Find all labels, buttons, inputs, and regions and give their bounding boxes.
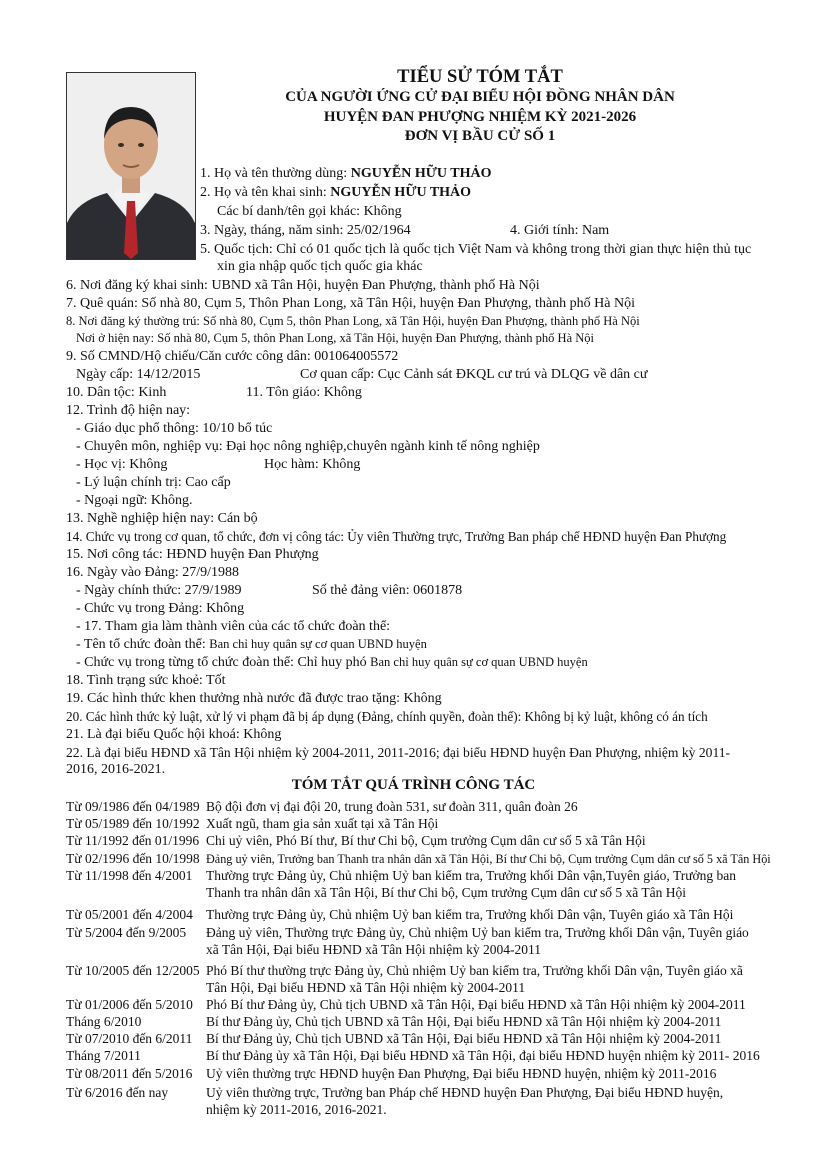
field-nationality: 5. Quốc tịch: Chỉ có 01 quốc tịch là quốc tịch Việt Nam và không trong thời gian thực hiện thủ tục <box>200 242 752 257</box>
field-organization-role <box>76 654 588 671</box>
field-permanent-residence: 8. Nơi đăng ký thường trú: Số nhà 80, Cụm 5, thôn Phan Long, xã Tân Hội, huyện Đan Phượng, thành phố Hà Nội <box>66 314 640 328</box>
field-gender: 4. Giới tính: Nam <box>510 223 610 238</box>
document-title: TIỂU SỬ TÓM TẮT <box>397 67 563 87</box>
field-value: NGUYỄN HỮU THẢO <box>330 185 472 200</box>
field-party-official-date: - Ngày chính thức: 27/9/1989 <box>76 583 242 598</box>
field-workplace: 15. Nơi công tác: HĐND huyện Đan Phượng <box>66 547 319 562</box>
field-health: 18. Tình trạng sức khoẻ: Tốt <box>66 673 226 688</box>
field-degree: - Học vị: Không <box>76 457 168 472</box>
history-description: Bí thư Đảng ủy xã Tân Hội, Đại biểu HĐND xã Tân Hội, đại biểu HĐND huyện nhiệm kỳ 2011- 2016 <box>206 1048 760 1063</box>
field-birth-name <box>200 184 471 201</box>
field-general-education: - Giáo dục phổ thông: 10/10 bổ túc <box>76 421 273 436</box>
history-period: Từ 08/2011 đến 5/2016 <box>66 1066 193 1081</box>
history-description: Phó Bí thư thường trực Đảng ủy, Chủ nhiệm Uỷ ban kiểm tra, Trưởng khối Dân vận, Tuyên giáo xã <box>206 963 743 978</box>
history-period: Từ 11/1998 đến 4/2001 <box>66 868 193 883</box>
field-national-assembly: 21. Là đại biểu Quốc hội khoá: Không <box>66 727 282 742</box>
history-description: Đảng uỷ viên, Trưởng ban Thanh tra nhân dân xã Tân Hội, Bí thư Chi bộ, Cụm trưởng Cụm dân cư số 5 xã Tân Hội <box>206 852 771 866</box>
field-council-delegate-cont: 2016, 2016-2021. <box>66 762 166 777</box>
field-current-address: Nơi ở hiện nay: Số nhà 80, Cụm 5, thôn Phan Long, xã Tân Hội, huyện Đan Phượng, thành phố Hà Nội <box>76 331 594 345</box>
field-specialization: - Chuyên môn, nghiệp vụ: Đại học nông nghiệp,chuyên ngành kinh tế nông nghiệp <box>76 439 540 454</box>
work-history-heading: TÓM TẮT QUÁ TRÌNH CÔNG TÁC <box>291 777 536 793</box>
history-period: Từ 02/1996 đến 10/1998 <box>66 851 200 866</box>
field-label: - Tên tổ chức đoàn thể: <box>76 637 210 652</box>
field-id-number: 9. Số CMND/Hộ chiếu/Căn cước công dân: 001064005572 <box>66 349 399 364</box>
subtitle-line-3: ĐƠN VỊ BẦU CỬ SỐ 1 <box>404 128 556 144</box>
field-political-theory: - Lý luận chính trị: Cao cấp <box>76 475 231 490</box>
history-description: Thường trực Đảng ủy, Chủ nhiệm Uỷ ban kiểm tra, Trưởng khối Dân vận,Tuyên giáo, Trưởng ban <box>206 868 737 883</box>
history-description: Uỷ viên thường trực HĐND huyện Đan Phượng, Đại biểu HĐND huyện, nhiệm kỳ 2011-2016 <box>206 1066 717 1081</box>
field-id-issuer: Cơ quan cấp: Cục Cảnh sát ĐKQL cư trú và DLQG về dân cư <box>300 367 648 382</box>
field-label: - Chức vụ trong từng tổ chức đoàn thể: Chỉ huy phó <box>76 655 371 670</box>
field-ethnicity: 10. Dân tộc: Kinh <box>66 385 167 400</box>
history-description: Thường trực Đảng ủy, Chủ nhiệm Uỷ ban kiểm tra, Trưởng khối Dân vận, Tuyên giáo xã Tân Hội <box>206 907 734 922</box>
field-party-role: - Chức vụ trong Đảng: Không <box>76 601 245 616</box>
field-position: 14. Chức vụ trong cơ quan, tổ chức, đơn vị công tác: Ủy viên Thường trực, Trưởng Ban pháp chế HĐND huyện Đan Phượng <box>66 529 727 544</box>
history-description: Bộ đội đơn vị đại đội 20, trung đoàn 531, sư đoàn 311, quân đoàn 26 <box>206 799 578 814</box>
subtitle-line-2: HUYỆN ĐAN PHƯỢNG NHIỆM KỲ 2021-2026 <box>323 108 637 125</box>
field-organization-name <box>76 636 427 653</box>
history-description: xã Tân Hội, Đại biểu HĐND xã Tân Hội nhiệm kỳ 2004-2011 <box>206 942 541 957</box>
history-description: nhiệm kỳ 2011-2016, 2016-2021. <box>206 1102 387 1117</box>
history-period: Từ 05/1989 đến 10/1992 <box>66 816 200 831</box>
field-id-date: Ngày cấp: 14/12/2015 <box>76 367 201 382</box>
history-period: Từ 09/1986 đến 04/1989 <box>66 799 200 814</box>
field-common-name <box>200 165 492 182</box>
field-alias: Các bí danh/tên gọi khác: Không <box>217 204 402 219</box>
history-description: Chi uỷ viên, Phó Bí thư, Bí thư Chi bộ, Cụm trưởng Cụm dân cư số 5 xã Tân Hội <box>206 833 646 848</box>
history-description: Uỷ viên thường trực, Trưởng ban Pháp chế HĐND huyện Đan Phượng, Đại biểu HĐND huyện, <box>206 1085 724 1100</box>
field-dob: 3. Ngày, tháng, năm sinh: 25/02/1964 <box>200 223 411 238</box>
history-description: Phó Bí thư Đảng ủy, Chủ tịch UBND xã Tân Hội, Đại biểu HĐND xã Tân Hội nhiệm kỳ 2004-2011 <box>206 997 746 1012</box>
subtitle-line-1: CỦA NGƯỜI ỨNG CỬ ĐẠI BIỂU HỘI ĐỒNG NHÂN DÂN <box>285 89 675 105</box>
history-period: Từ 07/2010 đến 6/2011 <box>66 1031 193 1046</box>
history-description: Thanh tra nhân dân xã Tân Hội, Bí thư Chi bộ, Cụm trưởng Cụm dân cư số 5 xã Tân Hội <box>206 885 687 900</box>
portrait-photo <box>66 72 196 260</box>
field-value: Ban chỉ huy quân sự cơ quan UBND huyện <box>370 655 588 669</box>
field-value: NGUYỄN HỮU THẢO <box>350 166 492 181</box>
field-education-heading: 12. Trình độ hiện nay: <box>66 403 191 418</box>
title-block <box>200 66 760 147</box>
field-party-card: Số thẻ đảng viên: 0601878 <box>312 583 463 598</box>
field-birth-registration: 6. Nơi đăng ký khai sinh: UBND xã Tân Hội, huyện Đan Phượng, thành phố Hà Nội <box>66 278 540 293</box>
history-description: Tân Hội, Đại biểu HĐND xã Tân Hội nhiệm kỳ 2004-2011 <box>206 980 526 995</box>
field-label: 2. Họ và tên khai sinh: <box>200 185 331 200</box>
history-period: Từ 05/2001 đến 4/2004 <box>66 907 193 922</box>
history-description: Đảng uỷ viên, Thường trực Đảng ủy, Chủ nhiệm Uỷ ban kiểm tra, Trưởng khối Dân vận, Tuyên giáo <box>206 925 749 940</box>
history-period: Từ 6/2016 đến nay <box>66 1085 169 1100</box>
field-party-join-date: 16. Ngày vào Đảng: 27/9/1988 <box>66 565 240 580</box>
field-value: Ban chỉ huy quân sự cơ quan UBND huyện <box>209 637 427 651</box>
field-label: 1. Họ và tên thường dùng: <box>200 166 351 181</box>
history-period: Từ 5/2004 đến 9/2005 <box>66 925 187 940</box>
history-description: Bí thư Đảng ủy, Chủ tịch UBND xã Tân Hội, Đại biểu HĐND xã Tân Hội nhiệm kỳ 2004-2011 <box>206 1031 722 1046</box>
history-period: Tháng 7/2011 <box>66 1048 141 1063</box>
history-period: Từ 11/1992 đến 01/1996 <box>66 833 200 848</box>
history-period: Tháng 6/2010 <box>66 1014 142 1029</box>
field-academic-title: Học hàm: Không <box>264 457 361 472</box>
field-religion: 11. Tôn giáo: Không <box>246 385 362 400</box>
history-description: Bí thư Đảng ủy, Chủ tịch UBND xã Tân Hội, Đại biểu HĐND xã Tân Hội nhiệm kỳ 2004-2011 <box>206 1014 722 1029</box>
history-period: Từ 01/2006 đến 5/2010 <box>66 997 193 1012</box>
field-discipline: 20. Các hình thức kỷ luật, xử lý vi phạm đã bị áp dụng (Đảng, chính quyền, đoàn thể): Không bị kỷ luật, không có án tích <box>66 709 708 724</box>
history-period: Từ 10/2005 đến 12/2005 <box>66 963 200 978</box>
field-organizations-heading: - 17. Tham gia làm thành viên của các tổ chức đoàn thể: <box>76 619 391 634</box>
field-nationality-cont: xin gia nhập quốc tịch quốc gia khác <box>217 259 423 274</box>
field-foreign-language: - Ngoại ngữ: Không. <box>76 493 193 508</box>
field-council-delegate: 22. Là đại biểu HĐND xã Tân Hội nhiệm kỳ 2004-2011, 2011-2016; đại biểu HĐND huyện Đan Phượng, nhiệm kỳ 2011- <box>66 745 731 760</box>
field-awards: 19. Các hình thức khen thưởng nhà nước đã được trao tặng: Không <box>66 691 442 706</box>
history-description: Xuất ngũ, tham gia sản xuất tại xã Tân Hội <box>206 816 439 831</box>
field-occupation: 13. Nghề nghiệp hiện nay: Cán bộ <box>66 511 258 526</box>
field-hometown: 7. Quê quán: Số nhà 80, Cụm 5, Thôn Phan Long, xã Tân Hội, huyện Đan Phượng, thành phố Hà Nội <box>66 296 635 311</box>
